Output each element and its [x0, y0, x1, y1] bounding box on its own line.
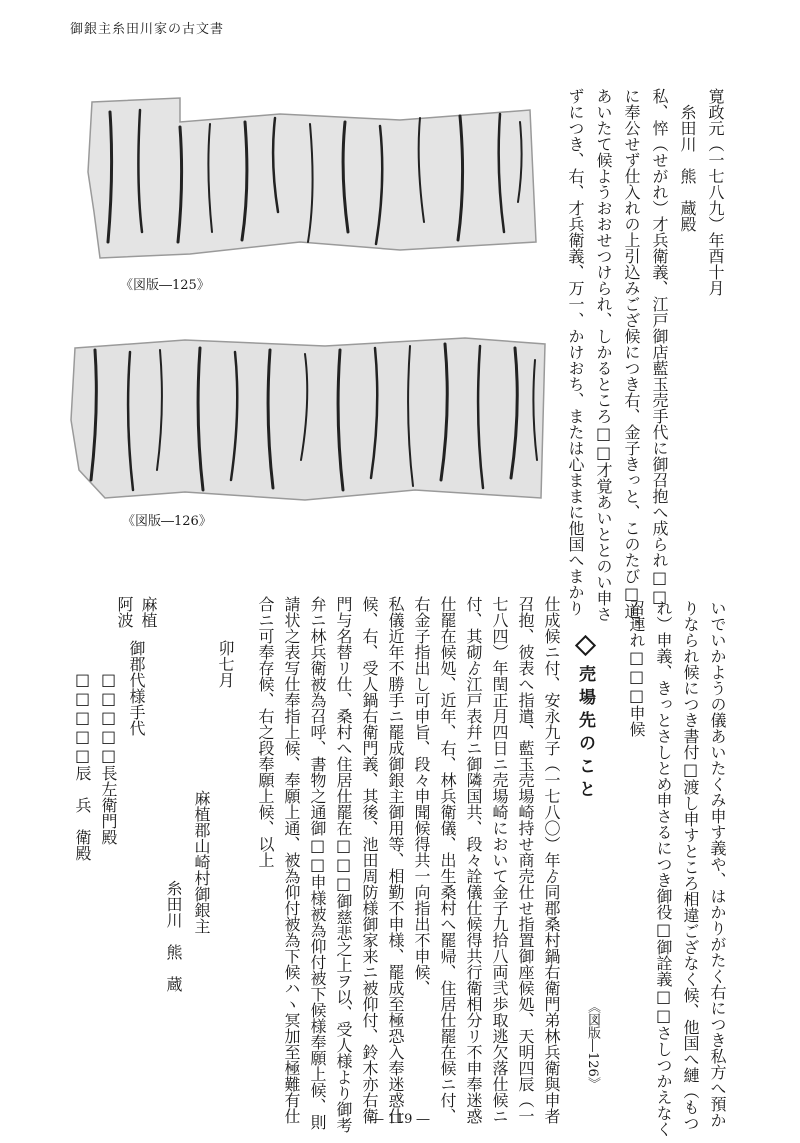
page-number: ― 119 ―: [370, 1112, 430, 1127]
date-line: 卯七月: [216, 640, 235, 688]
lower-right-column: れ）申義、きっとさしとめ申さるにつき御役□御詮義□□さしつかえなく: [654, 600, 673, 1137]
addressee-office: 御郡代様手代: [127, 640, 146, 736]
lower-main-column: 仕罷在候処、近年、右、林兵衛儀、出生桑村へ罷帰、住居仕罷在候ニ付、: [438, 596, 457, 1124]
lower-main-column: 付、其砌ゟ江戸表幷ニ御隣国共、段々詮儀仕候得共行衛相分リ不申奉迷惑: [464, 596, 483, 1124]
signatory-village: 麻植郡山崎村御銀主: [192, 790, 211, 934]
lower-main-column: 合ニ可奉存候、右之段奉願上候、以上: [256, 596, 275, 868]
addressee-region-1: 麻植: [139, 596, 158, 628]
caption-plate-125: 《図版―125》: [120, 278, 210, 293]
lower-right-column: いでいかようの儀あいたくみ申す義や、はかりがたく右につき私方へ預か: [708, 600, 727, 1128]
signatory-name: 糸田川 熊 蔵: [164, 880, 183, 992]
lower-main-column: 召抱、彼表へ指遣、藍玉売場崎持せ商売仕せ指置御座候処、天明四辰（一: [516, 596, 535, 1124]
lower-main-column: 門与名替リ仕、桑村へ住居仕罷在□□□御慈悲之上ヲ以、受人様より御考: [334, 596, 353, 1133]
aged-document-image-126: [65, 330, 550, 505]
addressee-region-2: 阿波: [115, 596, 134, 628]
plate-reference: 《図版―126》: [585, 1000, 600, 1090]
lower-right-column: 召連れ□□□申候: [627, 600, 646, 737]
diamond-outline-icon: [574, 635, 595, 656]
upper-column: に奉公せず仕入れの上引込みござ候につき右、金子きっと、このたび□道、: [622, 88, 641, 635]
upper-column: ずにつき、右、才兵衛義、万一、かけおち、または心ままに他国へまかり: [566, 88, 585, 616]
lower-main-column: 弁ニ林兵衛被為召呼、書物之通御□□申様被為仰付被下候様奉願上候、則: [308, 596, 327, 1130]
addressee-person-1: □□□□□長左衛門殿: [99, 670, 118, 845]
upper-column: あいたて候ようおおせつけられ、しかるところ□□才覚あいととのい申さ: [594, 88, 613, 622]
lower-main-column: 七八四）年閏正月四日ニ売場崎において金子九拾八両弐歩取逃欠落仕候ニ: [490, 596, 509, 1124]
lower-main-column: 私儀近年不勝手ニ罷成御銀主御用等、相勤不申様、罷成至極恐入奉迷惑仕: [386, 596, 405, 1124]
photo-plate-126: [65, 330, 550, 505]
caption-plate-126: 《図版―126》: [122, 514, 212, 529]
upper-column: 糸田川 熊 蔵殿: [678, 88, 697, 232]
running-header: 御銀主糸田川家の古文書: [70, 22, 225, 37]
section-heading-text: 売場先のこと: [575, 665, 595, 803]
lower-right-column: りなられ候につき書付□渡し申すところ相違ござなく候、他国へ縺（もつ: [681, 600, 700, 1131]
lower-main-column: 候、右、受人鍋右衛門義、其後、池田周防様御家来ニ被仰付、鈴木亦右衛: [360, 596, 379, 1124]
section-heading: [568, 636, 598, 836]
upper-column: 寛政元（一七八九）年酉十月: [706, 88, 725, 296]
addressee-person-2: □□□□□辰 兵 衛殿: [73, 670, 92, 861]
upper-column: 私、悴（せがれ）才兵衛義、江戸御店藍玉売手代に御召抱へ成られ□□: [650, 88, 669, 606]
lower-main-column: 仕成候ニ付、安永九子（一七八〇）年ゟ同郡桑村鍋右衛門弟林兵衛與申者: [542, 596, 561, 1124]
aged-document-image-125: [70, 92, 540, 264]
photo-plate-125: [70, 92, 540, 264]
lower-main-column: 右金子指出し可申旨、段々申聞候得共一向指出不申候、: [412, 596, 431, 996]
lower-main-column: 請状之表写仕奉指上候、奉願上通、被為仰付被為下候ハヽ冥加至極難有仕: [282, 596, 301, 1124]
